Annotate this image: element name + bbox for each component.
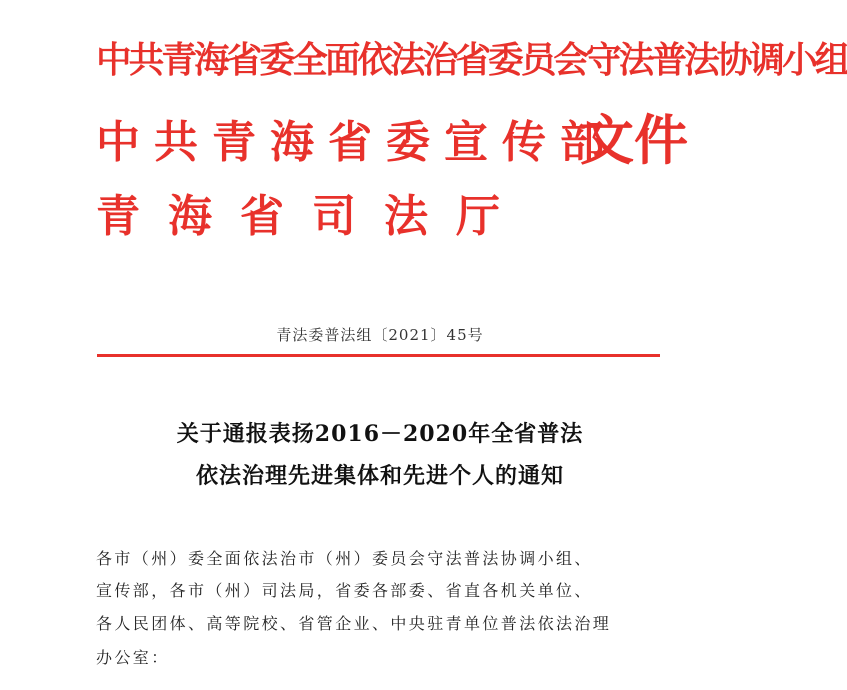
body-line-2: 宣传部，各市（州）司法局，省委各部委、省直各机关单位、 [96, 581, 593, 600]
body-line-4: 办公室： [96, 648, 170, 667]
red-divider [97, 354, 660, 357]
body-line-1: 各市（州）委全面依法治市（州）委员会守法普法协调小组、 [96, 549, 593, 568]
document-number: 青法委普法组〔2021〕45号 [276, 326, 484, 344]
issuer-line-1: 中共青海省委全面依法治省委员会守法普法协调小组 [96, 40, 847, 81]
notice-title-line-1: 关于通报表扬2016－2020年全省普法 [176, 421, 584, 447]
issuer-line-2: 中共青海省委宣传部 [96, 117, 618, 168]
body-line-3: 各人民团体、高等院校、省管企业、中央驻青单位普法依法治理 [96, 614, 612, 633]
notice-title-line-2: 依法治理先进集体和先进个人的通知 [195, 463, 564, 489]
issuer-line-3: 青海省司法厅 [96, 191, 528, 242]
document-suffix: 文件 [580, 109, 688, 172]
